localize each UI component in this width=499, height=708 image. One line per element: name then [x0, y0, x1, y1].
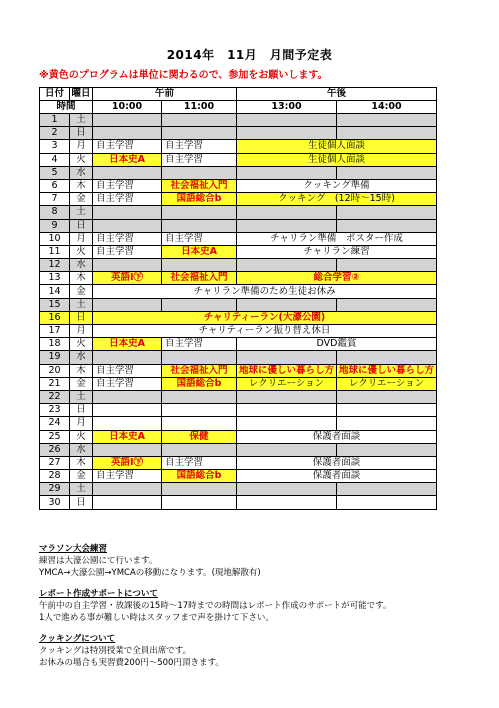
empty-cell [237, 390, 337, 403]
date-cell: 8 [40, 206, 70, 219]
empty-cell [337, 417, 437, 430]
schedule-cell: レクリエーション [337, 377, 437, 390]
schedule-cell: レクリエーション [237, 377, 337, 390]
schedule-cell: 国語総合b [162, 377, 237, 390]
empty-cell [237, 166, 337, 179]
weekday-cell: 火 [70, 245, 93, 258]
weekday-cell: 水 [70, 259, 93, 272]
date-cell: 23 [40, 404, 70, 417]
date-cell: 3 [40, 140, 70, 153]
header-time-1000: 10:00 [93, 101, 162, 114]
weekday-cell: 木 [70, 364, 93, 377]
empty-cell [93, 404, 162, 417]
weekday-cell: 土 [70, 483, 93, 496]
weekday-cell: 土 [70, 114, 93, 127]
table-row [40, 298, 437, 311]
weekday-cell: 土 [70, 390, 93, 403]
weekday-cell: 火 [70, 153, 93, 166]
table-row [40, 470, 437, 483]
header-day: 曜日 [71, 88, 91, 99]
table-row [40, 417, 437, 430]
schedule-cell: 保護者面談 [237, 430, 437, 443]
schedule-cell: 自主学習 [93, 245, 162, 258]
empty-cell [237, 404, 337, 417]
date-cell: 26 [40, 443, 70, 456]
empty-cell [237, 298, 337, 311]
table-row [40, 364, 437, 377]
empty-cell [162, 417, 237, 430]
header-time-1400: 14:00 [337, 101, 437, 114]
empty-cell [162, 166, 237, 179]
weekday-cell: 水 [70, 351, 93, 364]
date-cell: 7 [40, 193, 70, 206]
date-cell: 4 [40, 153, 70, 166]
date-cell: 12 [40, 259, 70, 272]
date-cell: 29 [40, 483, 70, 496]
empty-cell [93, 114, 162, 127]
schedule-cell: チャリラン練習 [237, 245, 437, 258]
date-cell: 2 [40, 127, 70, 140]
empty-cell [93, 127, 162, 140]
empty-cell [237, 127, 337, 140]
schedule-cell: 日本史A [93, 338, 162, 351]
table-row [40, 325, 437, 338]
empty-cell [337, 219, 437, 232]
schedule-cell: 自主学習 [93, 193, 162, 206]
date-cell: 27 [40, 456, 70, 469]
table-row [40, 127, 437, 140]
schedule-cell: DVD鑑賞 [237, 338, 437, 351]
empty-cell [93, 351, 162, 364]
weekday-cell: 金 [70, 470, 93, 483]
schedule-cell: 社会福祉入門 [162, 179, 237, 192]
note-line: お休みの場合も実習費200円～500円頂きます。 [39, 658, 224, 668]
table-row [40, 404, 437, 417]
empty-cell [93, 259, 162, 272]
weekday-cell: 月 [70, 417, 93, 430]
weekday-cell: 木 [70, 456, 93, 469]
empty-cell [237, 496, 337, 509]
empty-cell [337, 496, 437, 509]
note-line: YMCA→大濠公園→YMCAの移動になります。(現地解散有) [39, 568, 261, 578]
empty-cell [93, 483, 162, 496]
date-cell: 10 [40, 232, 70, 245]
table-row [40, 259, 437, 272]
note-heading: レポート作成サポートについて [39, 589, 158, 599]
empty-cell [162, 114, 237, 127]
weekday-cell: 日 [70, 311, 93, 324]
date-cell: 21 [40, 377, 70, 390]
empty-cell [162, 390, 237, 403]
empty-cell [237, 219, 337, 232]
note-line: 練習は大濠公園にて行います。 [39, 556, 158, 566]
table-row [40, 179, 437, 192]
weekday-cell: 土 [70, 298, 93, 311]
schedule-cell: 自主学習 [93, 377, 162, 390]
date-cell: 9 [40, 219, 70, 232]
weekday-cell: 月 [70, 140, 93, 153]
date-cell: 16 [40, 311, 70, 324]
table-row [40, 166, 437, 179]
weekday-cell: 日 [70, 127, 93, 140]
weekday-cell: 水 [70, 443, 93, 456]
date-cell: 1 [40, 114, 70, 127]
table-row [40, 390, 437, 403]
schedule-cell: 自主学習 [162, 232, 237, 245]
note-line: 午前中の自主学習・放課後の15時～17時までの時間はレポート作成のサポートが可能です。 [39, 601, 392, 611]
header-time: 時間 [40, 101, 93, 114]
schedule-cell: 自主学習 [162, 140, 237, 153]
table-row [40, 483, 437, 496]
empty-cell [337, 351, 437, 364]
empty-cell [162, 351, 237, 364]
weekday-cell: 日 [70, 496, 93, 509]
empty-cell [337, 483, 437, 496]
empty-cell [337, 206, 437, 219]
weekday-cell: 金 [70, 193, 93, 206]
schedule-cell: 社会福祉入門 [162, 272, 237, 285]
empty-cell [337, 443, 437, 456]
weekday-cell: 金 [70, 377, 93, 390]
weekday-cell: 木 [70, 179, 93, 192]
date-cell: 6 [40, 179, 70, 192]
empty-cell [337, 404, 437, 417]
empty-cell [93, 417, 162, 430]
date-cell: 17 [40, 325, 70, 338]
notice-text: ※黄色のプログラムは単位に関わるので、参加をお願いします。 [39, 70, 328, 81]
empty-cell [237, 259, 337, 272]
table-row [40, 311, 437, 324]
weekday-cell: 日 [70, 404, 93, 417]
header-am: 午前 [93, 88, 237, 101]
table-row [40, 443, 437, 456]
schedule-cell: 日本史A [162, 245, 237, 258]
header-date: 日付 [40, 88, 70, 101]
schedule-cell: 生徒個人面談 [237, 153, 437, 166]
empty-cell [162, 404, 237, 417]
schedule-cell: 社会福祉入門 [162, 364, 237, 377]
weekday-cell: 火 [70, 338, 93, 351]
schedule-cell: 自主学習 [162, 153, 237, 166]
empty-cell [93, 166, 162, 179]
empty-cell [337, 166, 437, 179]
schedule-cell: 国語総合b [162, 193, 237, 206]
empty-cell [337, 259, 437, 272]
table-row [40, 377, 437, 390]
table-row [40, 272, 437, 285]
schedule-cell: クッキング準備 [237, 179, 437, 192]
table-row [40, 193, 437, 206]
date-cell: 14 [40, 285, 70, 298]
header-time-1300: 13:00 [237, 101, 337, 114]
schedule-cell: チャリティーラン(大濠公園) [93, 311, 437, 324]
table-row [40, 206, 437, 219]
weekday-cell: 金 [70, 285, 93, 298]
page-title: 2014年 11月 月間予定表 [166, 48, 333, 62]
schedule-cell: 自主学習 [93, 232, 162, 245]
weekday-cell: 土 [70, 206, 93, 219]
schedule-cell: 自主学習 [93, 140, 162, 153]
schedule-cell: 自主学習 [162, 456, 237, 469]
schedule-cell: 保護者面談 [237, 456, 437, 469]
date-cell: 25 [40, 430, 70, 443]
schedule-cell: チャリラン準備のため生徒お休み [93, 285, 437, 298]
table-row [40, 430, 437, 443]
schedule-cell: チャリラン準備 ポスター作成 [237, 232, 437, 245]
empty-cell [93, 206, 162, 219]
empty-cell [237, 114, 337, 127]
note-heading: クッキングについて [39, 634, 116, 644]
header-time-row [40, 101, 437, 114]
empty-cell [337, 390, 437, 403]
weekday-cell: 木 [70, 272, 93, 285]
date-cell: 18 [40, 338, 70, 351]
empty-cell [237, 417, 337, 430]
weekday-cell: 火 [70, 430, 93, 443]
empty-cell [337, 127, 437, 140]
schedule-cell: 自主学習 [93, 470, 162, 483]
notes-section [39, 543, 479, 669]
note-line: クッキングは特別授業で全員出席です。 [39, 646, 192, 656]
schedule-cell: 地球に優しい暮らし方 [337, 364, 437, 377]
empty-cell [162, 483, 237, 496]
table-row [40, 232, 437, 245]
empty-cell [237, 206, 337, 219]
schedule-cell: 生徒個人面談 [237, 140, 437, 153]
schedule-cell: 総合学習② [237, 272, 437, 285]
schedule-cell: 日本史A [93, 153, 162, 166]
schedule-cell: 自主学習 [93, 364, 162, 377]
empty-cell [162, 496, 237, 509]
date-cell: 20 [40, 364, 70, 377]
empty-cell [162, 298, 237, 311]
schedule-table [39, 87, 437, 510]
schedule-cell: クッキング (12時～15時) [237, 193, 437, 206]
empty-cell [93, 298, 162, 311]
weekday-cell: 日 [70, 219, 93, 232]
table-row [40, 140, 437, 153]
table-row [40, 114, 437, 127]
weekday-cell: 水 [70, 166, 93, 179]
date-cell: 11 [40, 245, 70, 258]
weekday-cell: 月 [70, 325, 93, 338]
empty-cell [337, 298, 437, 311]
header-time-1100: 11:00 [162, 101, 237, 114]
empty-cell [93, 390, 162, 403]
table-row [40, 351, 437, 364]
date-cell: 22 [40, 390, 70, 403]
table-row [40, 219, 437, 232]
empty-cell [162, 259, 237, 272]
empty-cell [237, 443, 337, 456]
date-cell: 30 [40, 496, 70, 509]
date-cell: 15 [40, 298, 70, 311]
empty-cell [162, 206, 237, 219]
date-cell: 19 [40, 351, 70, 364]
schedule-cell: 国語総合b [162, 470, 237, 483]
table-row [40, 285, 437, 298]
empty-cell [162, 443, 237, 456]
empty-cell [162, 219, 237, 232]
table-row [40, 456, 437, 469]
empty-cell [237, 483, 337, 496]
date-cell: 24 [40, 417, 70, 430]
schedule-cell: チャリティーラン振り替え休日 [93, 325, 437, 338]
schedule-cell: 日本史A [93, 430, 162, 443]
date-cell: 5 [40, 166, 70, 179]
date-cell: 28 [40, 470, 70, 483]
empty-cell [93, 496, 162, 509]
empty-cell [162, 127, 237, 140]
schedule-cell: 英語Ⅰ㊦ [93, 456, 162, 469]
table-row [40, 338, 437, 351]
schedule-cell: 自主学習 [162, 338, 237, 351]
date-cell: 13 [40, 272, 70, 285]
note-line: 1人で進める事が難しい時はスタッフまで声を掛けて下さい。 [39, 613, 274, 623]
empty-cell [93, 443, 162, 456]
schedule-cell: 保護者面談 [237, 470, 437, 483]
weekday-cell: 月 [70, 232, 93, 245]
schedule-cell: 保健 [162, 430, 237, 443]
empty-cell [237, 351, 337, 364]
schedule-cell: 英語Ⅰ㊦ [93, 272, 162, 285]
empty-cell [93, 219, 162, 232]
table-row [40, 245, 437, 258]
table-row [40, 496, 437, 509]
header-pm: 午後 [237, 88, 437, 101]
schedule-cell: 自主学習 [93, 179, 162, 192]
empty-cell [337, 114, 437, 127]
header-row [40, 88, 437, 101]
note-heading: マラソン大会練習 [39, 544, 108, 554]
table-row [40, 153, 437, 166]
schedule-cell: 地球に優しい暮らし方 [237, 364, 337, 377]
